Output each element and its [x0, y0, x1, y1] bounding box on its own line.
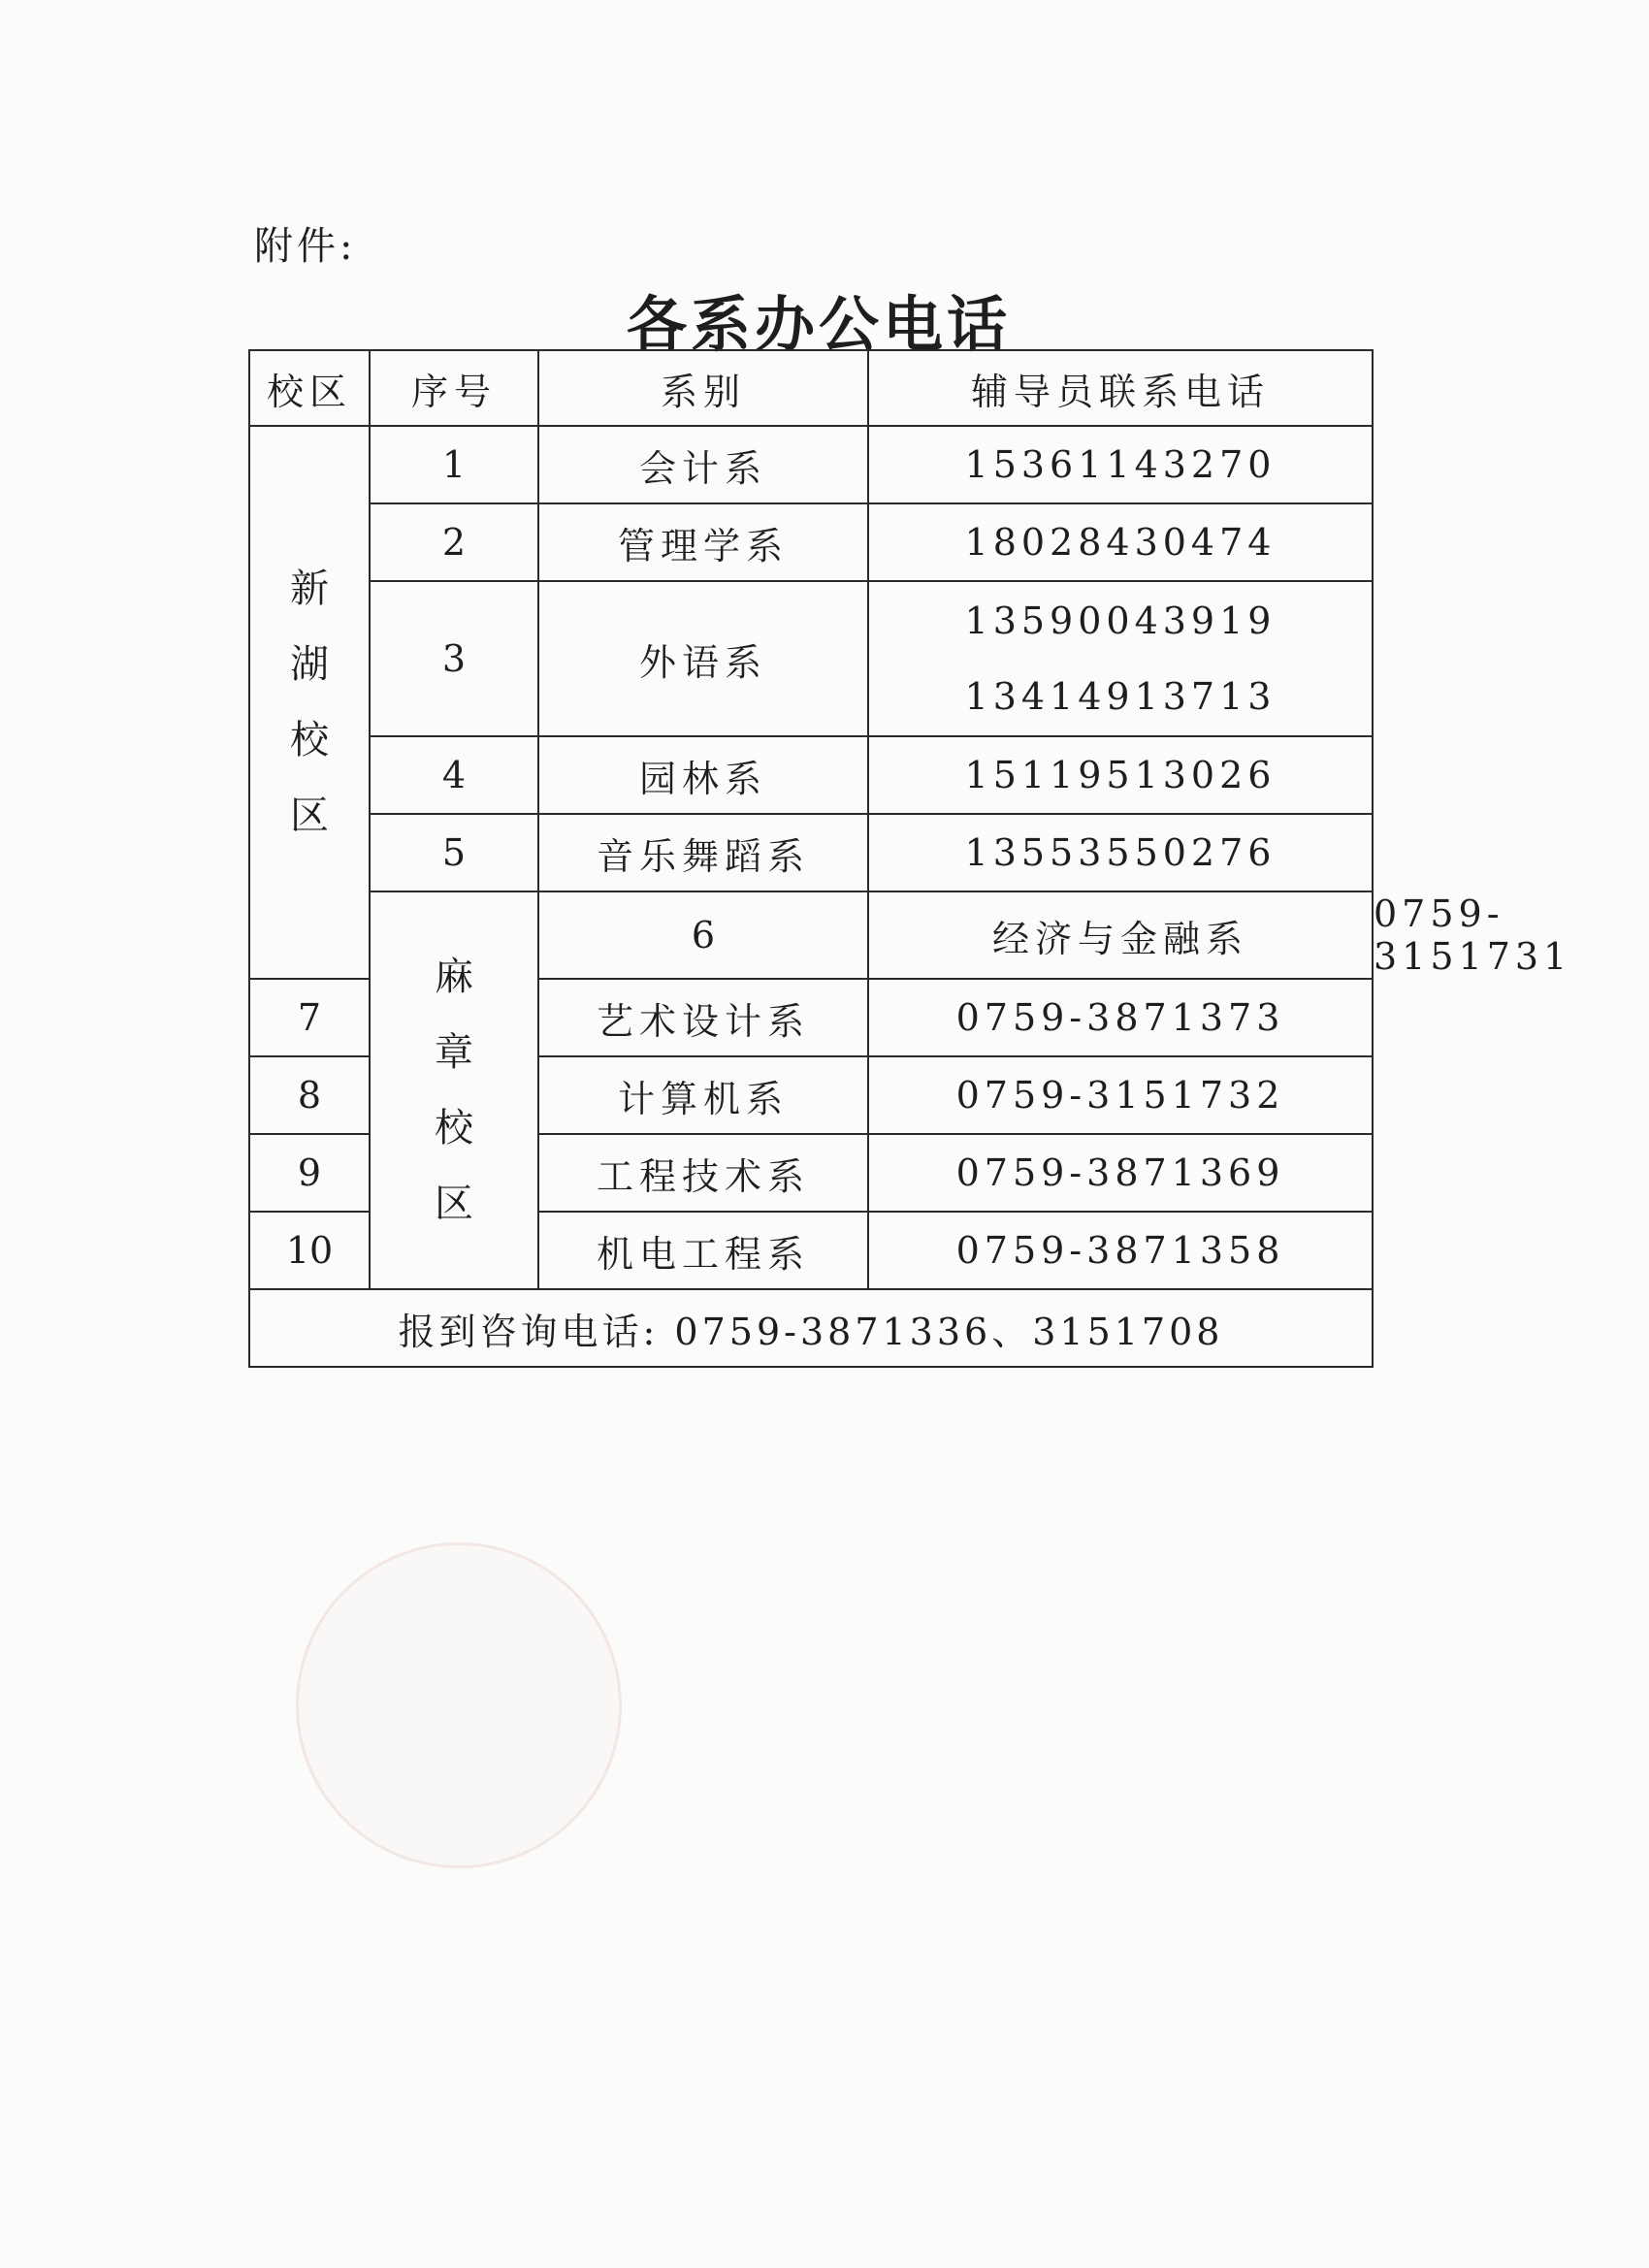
- dept-cell: 机电工程系: [538, 1212, 868, 1289]
- attachment-label: 附件:: [254, 224, 357, 269]
- footer-row: [249, 1289, 1373, 1367]
- phone-cell: [868, 581, 1373, 736]
- header-seq: 序号: [370, 350, 538, 426]
- footer-inquiry-phone: 报到咨询电话: 0759-3871336、3151708: [249, 1289, 1373, 1367]
- table-row: 麻 章 校 区 6 经济与金融系 0759-3151731: [249, 891, 1373, 979]
- table-row: [249, 503, 1373, 581]
- campus-char: 湖: [290, 642, 329, 687]
- table-row: [249, 426, 1373, 503]
- seq-cell: 6: [538, 891, 868, 979]
- header-dept: 系别: [538, 350, 868, 426]
- seq-cell: 2: [370, 503, 538, 581]
- phone-cell: 0759-3151732: [868, 1056, 1373, 1134]
- campus-cell-mazhang: [370, 891, 538, 1289]
- table-row: [249, 581, 1373, 736]
- phone-cell: 0759-3871369: [868, 1134, 1373, 1212]
- table-row: [249, 814, 1373, 891]
- campus-cell-xinhu: [249, 426, 370, 979]
- dept-cell: 管理学系: [538, 503, 868, 581]
- seq-cell: 10: [249, 1212, 370, 1289]
- campus-char: 校: [435, 1106, 473, 1150]
- phone-line: 13590043919: [964, 599, 1277, 642]
- header-phone: 辅导员联系电话: [868, 350, 1373, 426]
- campus-char: 麻: [435, 955, 473, 999]
- phone-cell: 15119513026: [868, 736, 1373, 814]
- campus-char: 区: [290, 794, 329, 838]
- seq-cell: 8: [249, 1056, 370, 1134]
- campus-char: 新: [290, 567, 329, 611]
- table-row: [249, 736, 1373, 814]
- dept-cell: 艺术设计系: [538, 979, 868, 1056]
- dept-cell: 会计系: [538, 426, 868, 503]
- seq-cell: 4: [370, 736, 538, 814]
- table-header-row: [249, 350, 1373, 426]
- page-title-text: 各系办公电话: [626, 289, 1011, 360]
- phone-cell: 15361143270: [868, 426, 1373, 503]
- dept-cell: 工程技术系: [538, 1134, 868, 1212]
- campus-char: 章: [435, 1030, 473, 1075]
- seq-cell: 5: [370, 814, 538, 891]
- dept-cell: 园林系: [538, 736, 868, 814]
- seq-cell: 3: [370, 581, 538, 736]
- campus-char: 区: [435, 1182, 473, 1226]
- faded-seal-stamp: [296, 1542, 622, 1868]
- dept-cell: 音乐舞蹈系: [538, 814, 868, 891]
- phone-cell: 13553550276: [868, 814, 1373, 891]
- phone-line: 13414913713: [964, 675, 1277, 718]
- campus-char: 校: [290, 718, 329, 762]
- seq-cell: 7: [249, 979, 370, 1056]
- phone-cell: 0759-3871373: [868, 979, 1373, 1056]
- seq-cell: 1: [370, 426, 538, 503]
- dept-cell: 外语系: [538, 581, 868, 736]
- phone-cell: 0759-3871358: [868, 1212, 1373, 1289]
- header-campus: 校区: [249, 350, 370, 426]
- phone-cell: 18028430474: [868, 503, 1373, 581]
- dept-cell: 计算机系: [538, 1056, 868, 1134]
- dept-cell: 经济与金融系: [868, 891, 1373, 979]
- phone-table: [248, 349, 1572, 1368]
- seq-cell: 9: [249, 1134, 370, 1212]
